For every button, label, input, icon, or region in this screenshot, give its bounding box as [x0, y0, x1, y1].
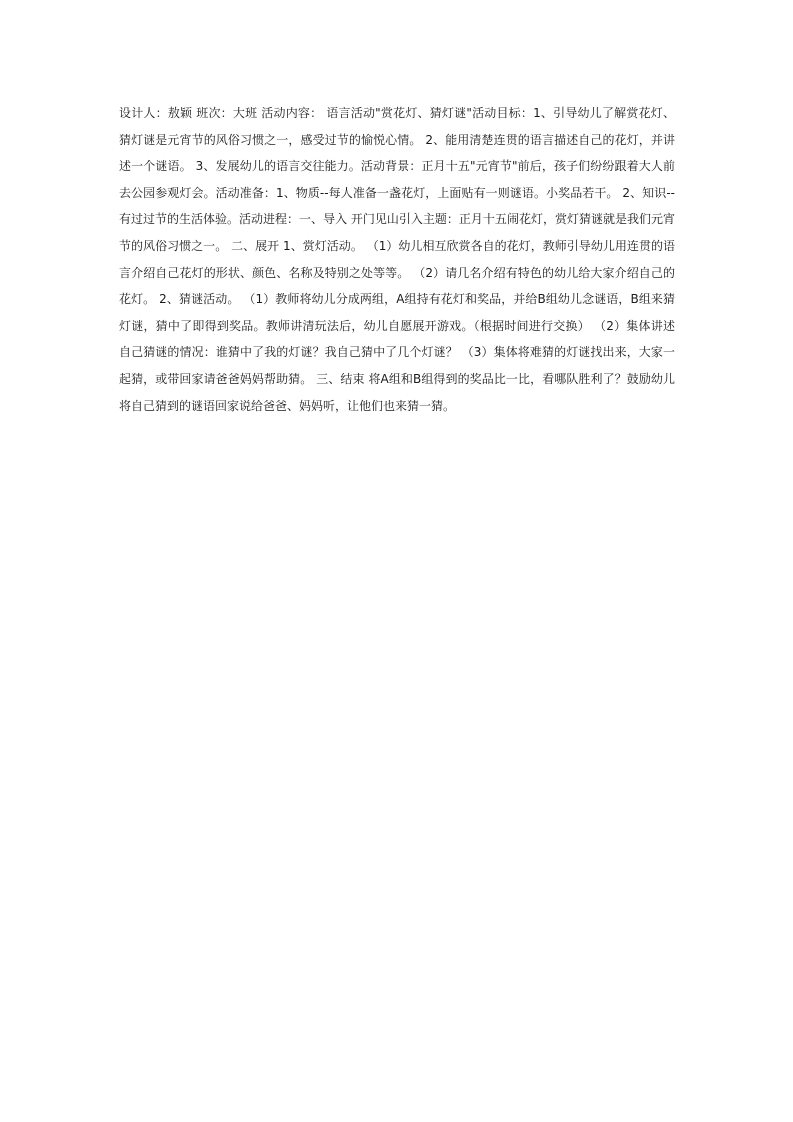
lesson-plan-text: 设计人：敖颖 班次：大班 活动内容： 语言活动"赏花灯、猜灯谜"活动目标：1、引导幼儿了解赏花灯、猜灯谜是元宵节的风俗习惯之一，感受过节的愉悦心情。 2、能用清楚连贯的语言描述自己的花灯，并讲述一个谜语。 3、发展幼儿的语言交往能力。活动背景：正月十五"元宵节"前后，孩子们纷纷跟着大人前去公园参观灯会。活动准备：1、物质--每人准备一盏花灯，上面贴有一则谜语。小奖品若干。 2、知识--有过过节的生活体验。活动进程：一、导入 开门见山引入主题：正月十五闹花灯，赏灯猜谜就是我们元宵节的风俗习惯之一。 二、展开 1、赏灯活动。 （1）幼儿相互欣赏各自的花灯，教师引导幼儿用连贯的语言介绍自己花灯的形状、颜色、名称及特别之处等等。 （2）请几名介绍有特色的幼儿给大家介绍自己的花灯。 2、猜谜活动。 （1）教师将幼儿分成两组，A组持有花灯和奖品，并给B组幼儿念谜语，B组来猜灯谜，猜中了即得到奖品。教师讲清玩法后，幼儿自愿展开游戏。（根据时间进行交换） （2）集体讲述自己猜谜的情况：谁猜中了我的灯谜？我自己猜中了几个灯谜？ （3）集体将难猜的灯谜找出来，大家一起猜，或带回家请爸爸妈妈帮助猜。 三、结束 将A组和B组得到的奖品比一比，看哪队胜利了？鼓励幼儿将自己猜到的谜语回家说给爸爸、妈妈听，让他们也来猜一猜。 [119, 106, 675, 413]
